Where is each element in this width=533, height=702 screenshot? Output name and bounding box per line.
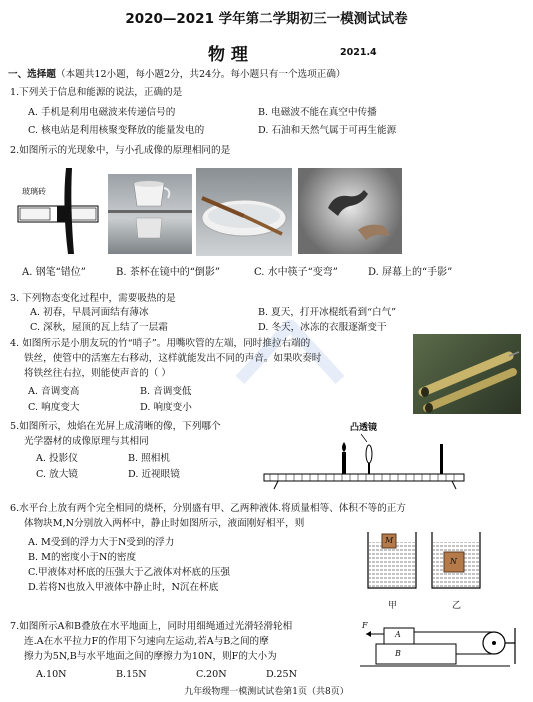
q1-option-d[interactable]: D. 石油和天然气属于可再生能源 bbox=[258, 125, 397, 136]
q1-stem: 1.下列关于信息和能源的说法，正确的是 bbox=[10, 87, 183, 98]
q7-line-3: 擦力为5N,B与水平地面之间的摩擦力为10N，则F的大小为 bbox=[24, 651, 277, 662]
subject-title: 物 理 bbox=[208, 45, 248, 65]
q3-stem: 3. 下列物态变化过程中，需要吸热的是 bbox=[10, 293, 176, 304]
q4-figure-bamboo-whistle bbox=[413, 334, 521, 414]
q5-line-2: 光学器材的成像原理与其相同 bbox=[24, 436, 149, 447]
q5-option-c[interactable]: C. 放大镜 bbox=[36, 469, 78, 480]
q1-option-c[interactable]: C. 核电站是利用核聚变释放的能量发电的 bbox=[28, 125, 205, 136]
q1-option-a[interactable]: A. 手机是利用电磁波来传递信号的 bbox=[28, 107, 176, 118]
q2-option-b[interactable]: B. 茶杯在镜中的“倒影” bbox=[116, 267, 220, 278]
q7-block-b-label: B bbox=[395, 649, 401, 658]
page-footer: 九年级物理一模测试试卷第1页（共8页） bbox=[184, 687, 349, 697]
q4-line-3: 将铁丝往右拉，则能使声音的（ ） bbox=[24, 368, 171, 379]
q6-block-n-label: N bbox=[450, 557, 457, 566]
q5-option-b[interactable]: B. 照相机 bbox=[128, 453, 170, 464]
q2-figure-a bbox=[16, 166, 102, 256]
q4-line-1: 4. 如图所示是小朋友玩的竹“哨子”。用嘴吹管的左端，同时推拉右端的 bbox=[10, 338, 311, 349]
q4-option-b[interactable]: B. 音调变低 bbox=[140, 386, 192, 397]
q5-lens-label: 凸透镜 bbox=[350, 423, 378, 433]
q7-option-b[interactable]: B.15N bbox=[116, 669, 147, 680]
q6-option-b[interactable]: B. M的密度小于N的密度 bbox=[28, 552, 137, 563]
q2-option-d[interactable]: D. 屏幕上的“手影” bbox=[368, 267, 453, 278]
q6-figure-beakers bbox=[360, 528, 520, 610]
q7-figure-pulley bbox=[360, 618, 520, 670]
section-note: （本题共12小题，每小题2分，共24分。每小题只有一个选项正确） bbox=[55, 69, 346, 80]
exam-title: 2020—2021 学年第二学期初三一模测试试卷 bbox=[125, 11, 408, 27]
q6-option-c[interactable]: C.甲液体对杯底的压强大于乙液体对杯底的压强 bbox=[28, 567, 230, 578]
q2-option-a[interactable]: A. 钢笔“错位” bbox=[22, 267, 86, 278]
q6-option-a[interactable]: A. M受到的浮力大于N受到的浮力 bbox=[28, 537, 175, 548]
q5-option-a[interactable]: A. 投影仪 bbox=[36, 453, 78, 464]
q1-option-b[interactable]: B. 电磁波不能在真空中传播 bbox=[258, 107, 377, 118]
q3-option-d[interactable]: D. 冬天，冰冻的衣服逐渐变干 bbox=[258, 322, 387, 333]
exam-date: 2021.4 bbox=[340, 47, 377, 58]
q2-figure-d bbox=[298, 168, 402, 254]
section-heading bbox=[8, 68, 346, 81]
q3-option-a[interactable]: A. 初春，早晨河面结有薄冰 bbox=[30, 307, 149, 318]
q7-force-f-label: F bbox=[362, 621, 368, 630]
q6-line-1: 6.水平台上放有两个完全相同的烧杯，分别盛有甲、乙两种液体.将质量相等、体积不等的正方 bbox=[10, 503, 406, 514]
q7-option-c[interactable]: C.20N bbox=[196, 669, 227, 680]
q6-block-m-label: M bbox=[385, 536, 394, 545]
q5-option-d[interactable]: D. 近视眼镜 bbox=[128, 469, 180, 480]
q6-beaker-jia-label: 甲 bbox=[388, 601, 398, 611]
section-label: 一、选择题 bbox=[8, 69, 56, 80]
q4-option-d[interactable]: D. 响度变小 bbox=[140, 402, 192, 413]
q3-option-b[interactable]: B. 夏天，打开冰棍纸看到“白气” bbox=[258, 307, 397, 318]
q5-line-1: 5.如图所示，烛焰在光屏上成清晰的像，下列哪个 bbox=[10, 421, 221, 432]
q2-figure-c bbox=[196, 168, 292, 256]
q2-figure-a-label: 玻璃砖 bbox=[22, 187, 46, 196]
q7-line-2: 连.A在水平拉力F的作用下匀速向左运动,若A与B之间的摩 bbox=[24, 636, 269, 647]
q7-option-a[interactable]: A.10N bbox=[36, 669, 67, 680]
q6-beaker-yi-label: 乙 bbox=[452, 601, 462, 611]
q2-option-c[interactable]: C. 水中筷子“变弯” bbox=[254, 267, 338, 278]
q6-line-2: 体物块M,N分别放入两杯中，静止时如图所示，液面刚好相平，则 bbox=[24, 518, 305, 529]
q4-option-c[interactable]: C. 响度变大 bbox=[28, 402, 80, 413]
q2-stem: 2.如图所示的光现象中，与小孔成像的原理相同的是 bbox=[10, 145, 231, 156]
q7-block-a-label: A bbox=[395, 630, 401, 639]
q4-line-2: 铁丝，使管中的活塞左右移动，这样就能发出不同的声音。如果吹奏时 bbox=[24, 353, 322, 364]
q7-option-d[interactable]: D.25N bbox=[266, 669, 298, 680]
q2-figure-b bbox=[108, 174, 192, 254]
q3-option-c[interactable]: C. 深秋，屋顶的瓦上结了一层霜 bbox=[30, 322, 168, 333]
q4-option-a[interactable]: A. 音调变高 bbox=[28, 386, 80, 397]
q7-line-1: 7.如图所示A和B叠放在水平地面上，同时用细绳通过光滑轻滑轮相 bbox=[10, 621, 293, 632]
q6-option-d[interactable]: D.若将N也放入甲液体中静止时，N沉在杯底 bbox=[28, 582, 219, 593]
q5-figure-optical-bench bbox=[258, 423, 470, 492]
